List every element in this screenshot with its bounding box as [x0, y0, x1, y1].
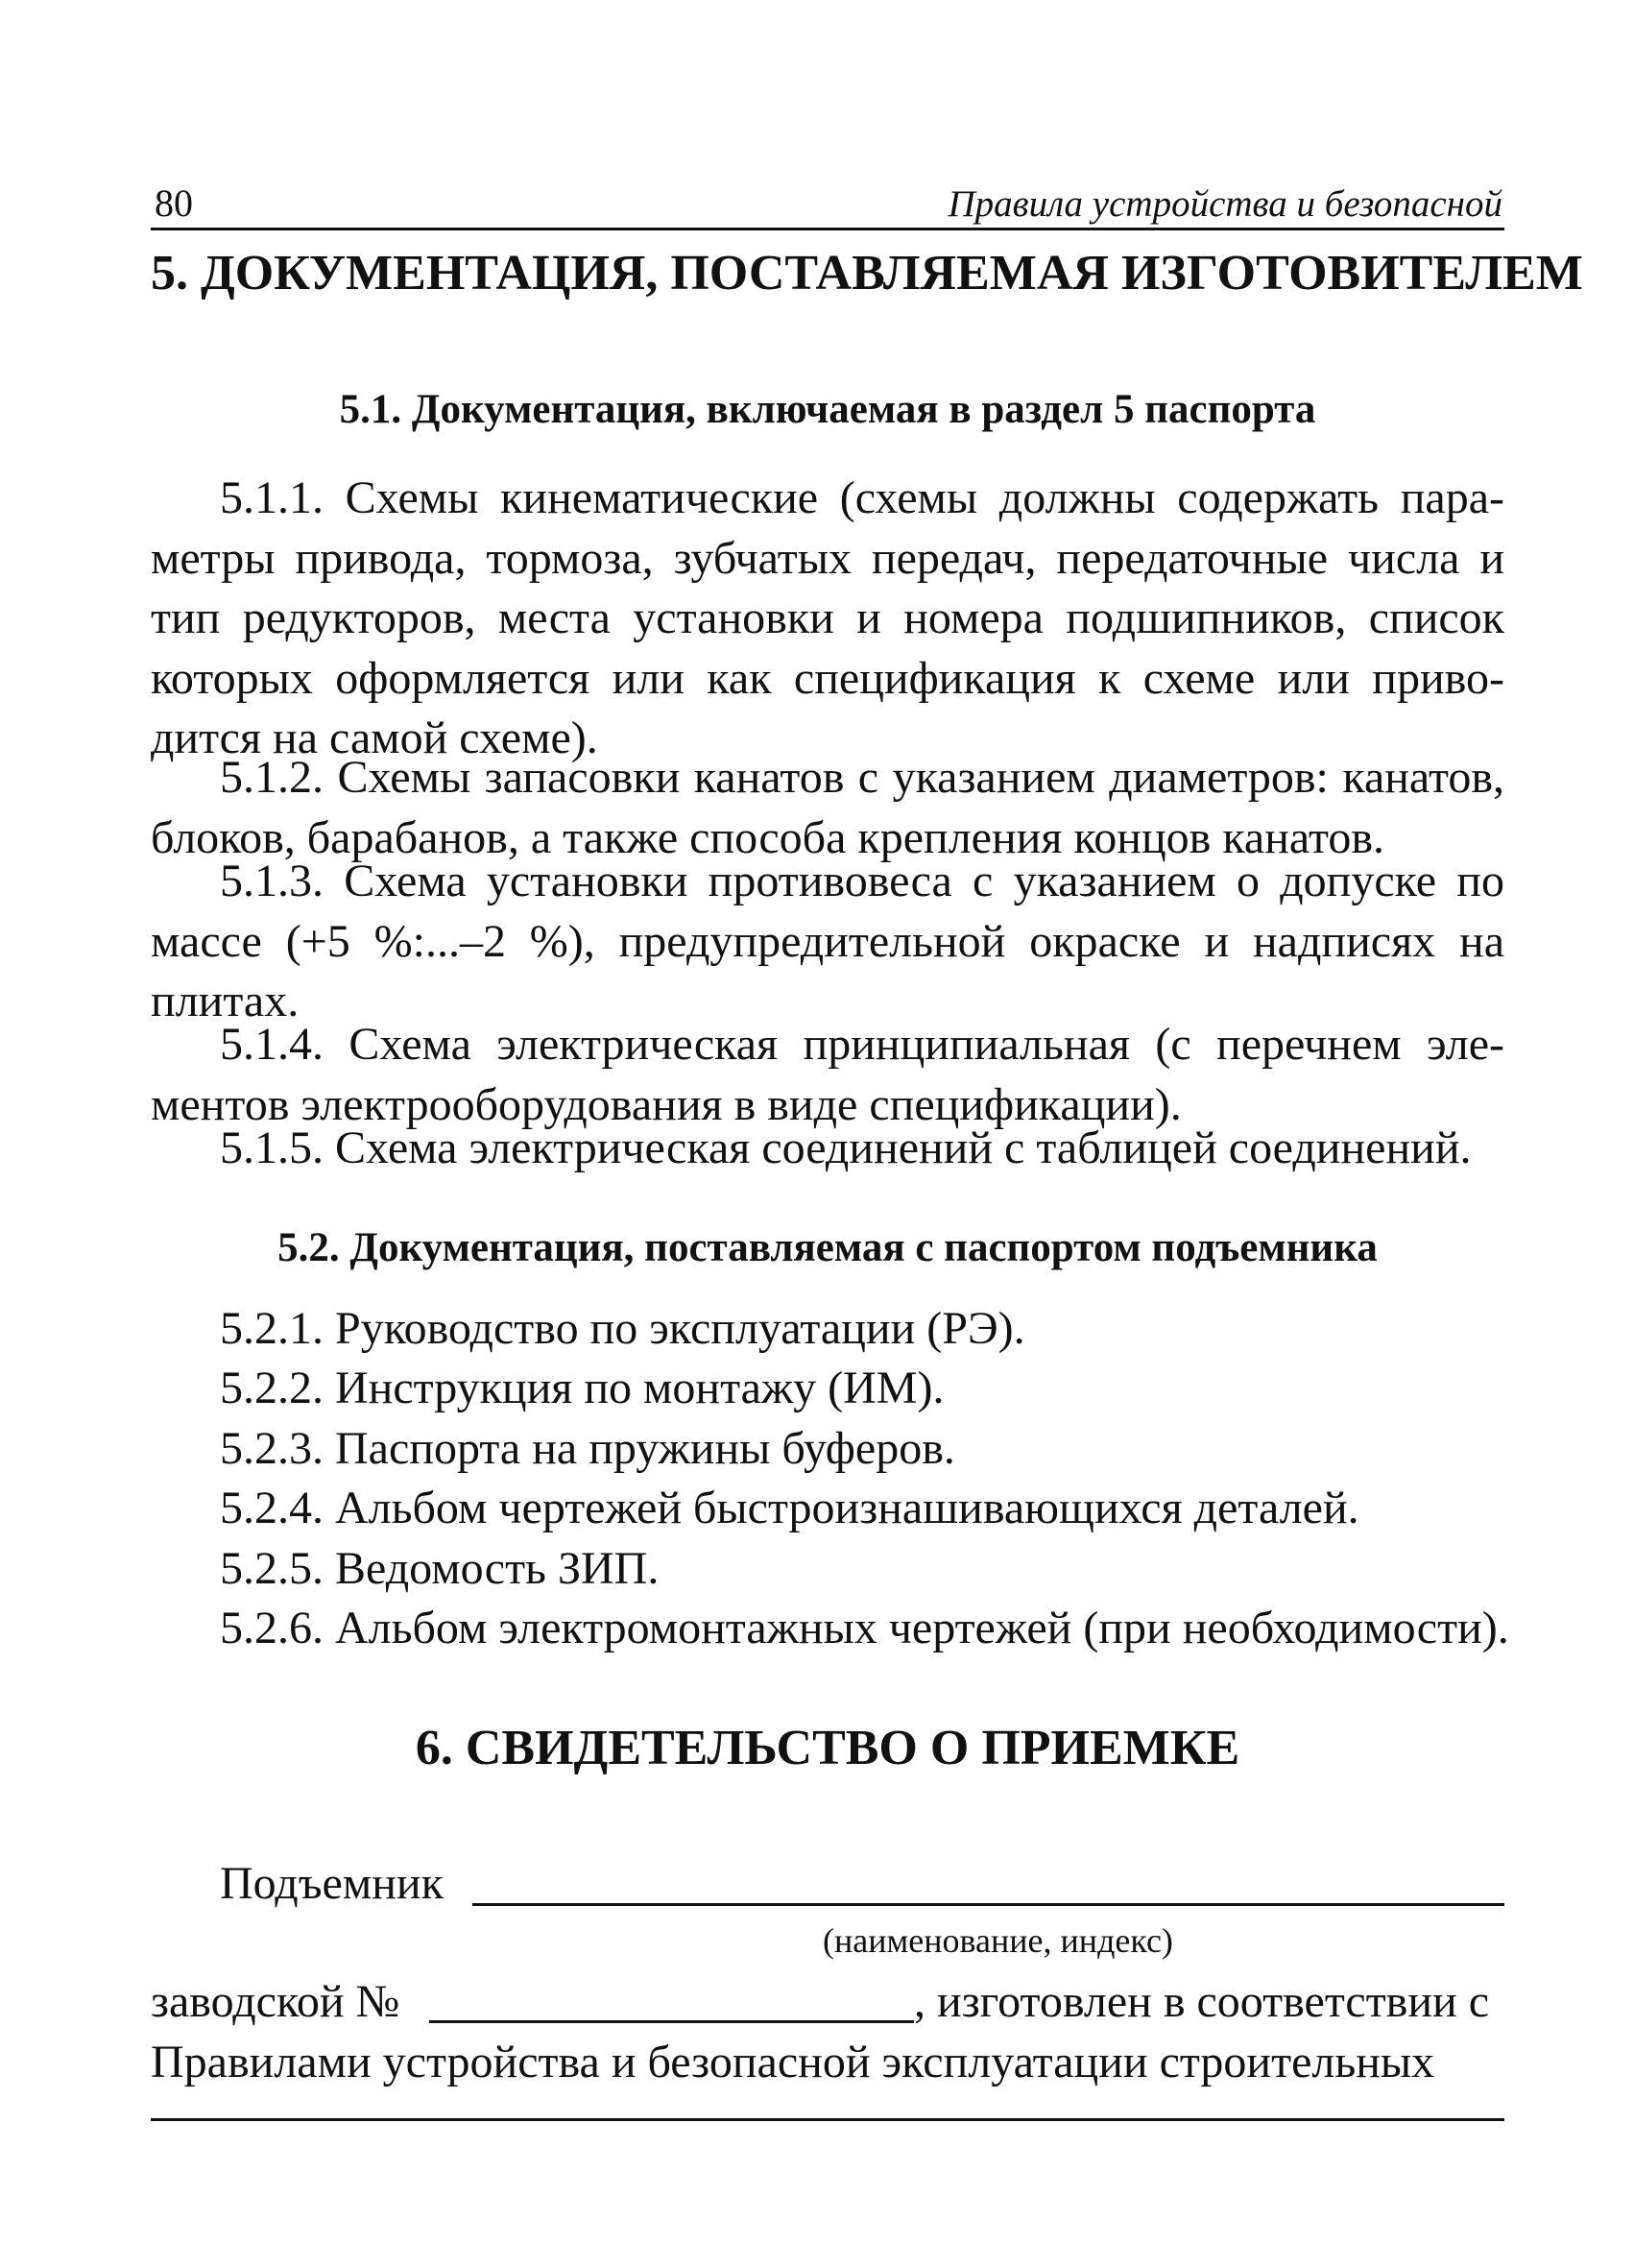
- paragraph-5-1-1: 5.1.1. Схемы кинематические (схемы должны содержать параметры привода, тормоза, зубчатых передач, передаточные числа и тип редукторов, места установки и номера подшипников, список которых оформляется или как спецификация к схеме или приводится на самой схеме).: [151, 472, 1504, 763]
- paragraph-5-1-3: 5.1.3. Схема установки противовеса с указанием о допуске по массе (+5 %:...–2 %), предупредительной окраске и надписях на плитах.: [151, 856, 1504, 1026]
- serial-number-blank: [429, 2020, 914, 2023]
- list-item-5-2-4: 5.2.4. Альбом чертежей быстроизнашивающихся деталей.: [220, 1483, 1359, 1533]
- list-item-5-2-2: 5.2.2. Инструкция по монтажу (ИМ).: [220, 1363, 945, 1413]
- serial-tail-text: , изготовлен в соответствии с: [914, 1976, 1490, 2027]
- paragraph-5-1-5: 5.1.5. Схема электрическая соединений с таблицей соединений.: [220, 1122, 1472, 1173]
- list-item-5-2-5: 5.2.5. Ведомость ЗИП.: [220, 1543, 660, 1594]
- rules-line: Правилами устройства и безопасной эксплуатации строительных: [151, 2037, 1435, 2087]
- lift-name-caption: (наименование, индекс): [823, 1921, 1173, 1960]
- section-6-heading: 6. СВИДЕТЕЛЬСТВО О ПРИЕМКЕ: [415, 1721, 1240, 1775]
- running-header: [151, 176, 1504, 230]
- continuation-blank: [151, 2118, 1504, 2121]
- serial-label: заводской №: [151, 1976, 400, 2027]
- subsection-5-2-heading: 5.2. Документация, поставляемая с паспортом подъемника: [277, 1225, 1378, 1270]
- paragraph-5-1-4: 5.1.4. Схема электрическая принципиальная (с перечнем элементов электрооборудования в виде спецификации).: [151, 1019, 1504, 1130]
- list-item-5-2-3: 5.2.3. Паспорта на пружины буферов.: [220, 1423, 955, 1474]
- lift-label: Подъемник: [220, 1858, 444, 1909]
- page-number: 80: [155, 181, 193, 225]
- lift-name-blank: [472, 1903, 1504, 1906]
- list-item-5-2-1: 5.2.1. Руководство по эксплуатации (РЭ).: [220, 1303, 1025, 1354]
- running-title: Правила устройства и безопасной: [948, 183, 1502, 225]
- subsection-5-1-heading: 5.1. Документация, включаемая в раздел 5 паспорта: [339, 387, 1316, 432]
- list-item-5-2-6: 5.2.6. Альбом электромонтажных чертежей (при необходимости).: [220, 1603, 1509, 1653]
- paragraph-5-1-2: 5.1.2. Схемы запасовки канатов с указанием диаметров: канатов, блоков, барабанов, а также способа крепления концов канатов.: [151, 752, 1504, 863]
- section-5-heading: 5. ДОКУМЕНТАЦИЯ, ПОСТАВЛЯЕМАЯ ИЗГОТОВИТЕЛЕМ: [151, 246, 1583, 301]
- document-page: [151, 0, 1583, 2268]
